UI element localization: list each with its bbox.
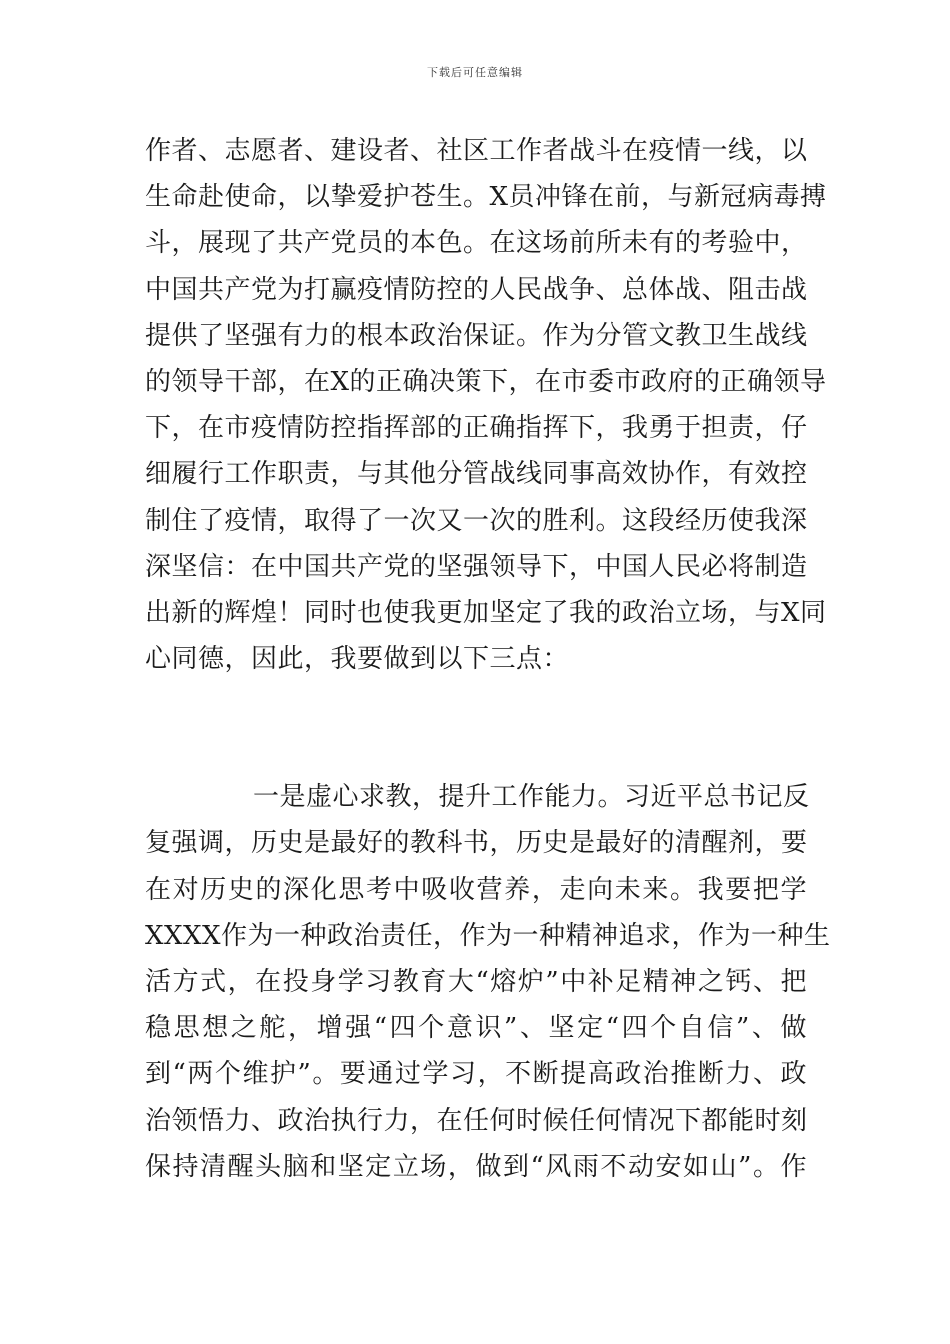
text-line: 细履行工作职责，与其他分管战线同事高效协作，有效控 [145, 459, 808, 490]
paragraph-2 [145, 774, 831, 1190]
text-line: 制住了疫情，取得了一次又一次的胜利。这段经历使我深 [145, 505, 808, 536]
text-line: 一是虚心求教，提升工作能力。习近平总书记反 [253, 782, 810, 813]
text-line: 中国共产党为打赢疫情防控的人民战争、总体战、阻击战 [145, 274, 808, 305]
text-line: 保持清醒头脑和坚定立场，做到“风雨不动安如山”。作 [145, 1151, 807, 1182]
page-header: 下载后可任意编辑 [427, 66, 523, 79]
text-line: 下，在市疫情防控指挥部的正确指挥下，我勇于担责，仔 [145, 413, 808, 444]
paragraph-1 [145, 128, 827, 682]
text-line: 治领悟力、政治执行力，在任何时候任何情况下都能时刻 [145, 1105, 808, 1136]
text-line: 的领导干部，在X的正确决策下，在市委市政府的正确领导 [145, 366, 827, 397]
text-line: 提供了坚强有力的根本政治保证。作为分管文教卫生战线 [145, 320, 808, 351]
text-line: 深坚信：在中国共产党的坚强领导下，中国人民必将制造 [145, 551, 808, 582]
text-line: 作者、志愿者、建设者、社区工作者战斗在疫情一线，以 [145, 136, 808, 166]
text-line: 活方式，在投身学习教育大“熔炉”中补足精神之钙、把 [145, 967, 807, 997]
document-body [145, 128, 831, 1190]
text-line: 在对历史的深化思考中吸收营养，走向未来。我要把学 [145, 874, 807, 905]
text-line: 稳思想之舵，增强“四个意识”、坚定“四个自信”、做 [145, 1013, 807, 1044]
text-line: 到“两个维护”。要通过学习，不断提高政治推断力、政 [145, 1059, 807, 1090]
paragraph-gap [145, 682, 807, 774]
text-line: 出新的辉煌！同时也使我更加坚定了我的政治立场，与X同 [145, 597, 827, 628]
text-line: 心同德，因此，我要做到以下三点： [145, 644, 570, 675]
text-line: 斗，展现了共产党员的本色。在这场前所未有的考验中， [145, 228, 808, 259]
text-line: 复强调，历史是最好的教科书，历史是最好的清醒剂，要 [145, 828, 808, 859]
text-line: XXXX作为一种政治责任，作为一种精神追求，作为一种生 [145, 920, 831, 951]
text-line: 生命赴使命，以挚爱护苍生。X员冲锋在前，与新冠病毒搏 [145, 182, 827, 213]
